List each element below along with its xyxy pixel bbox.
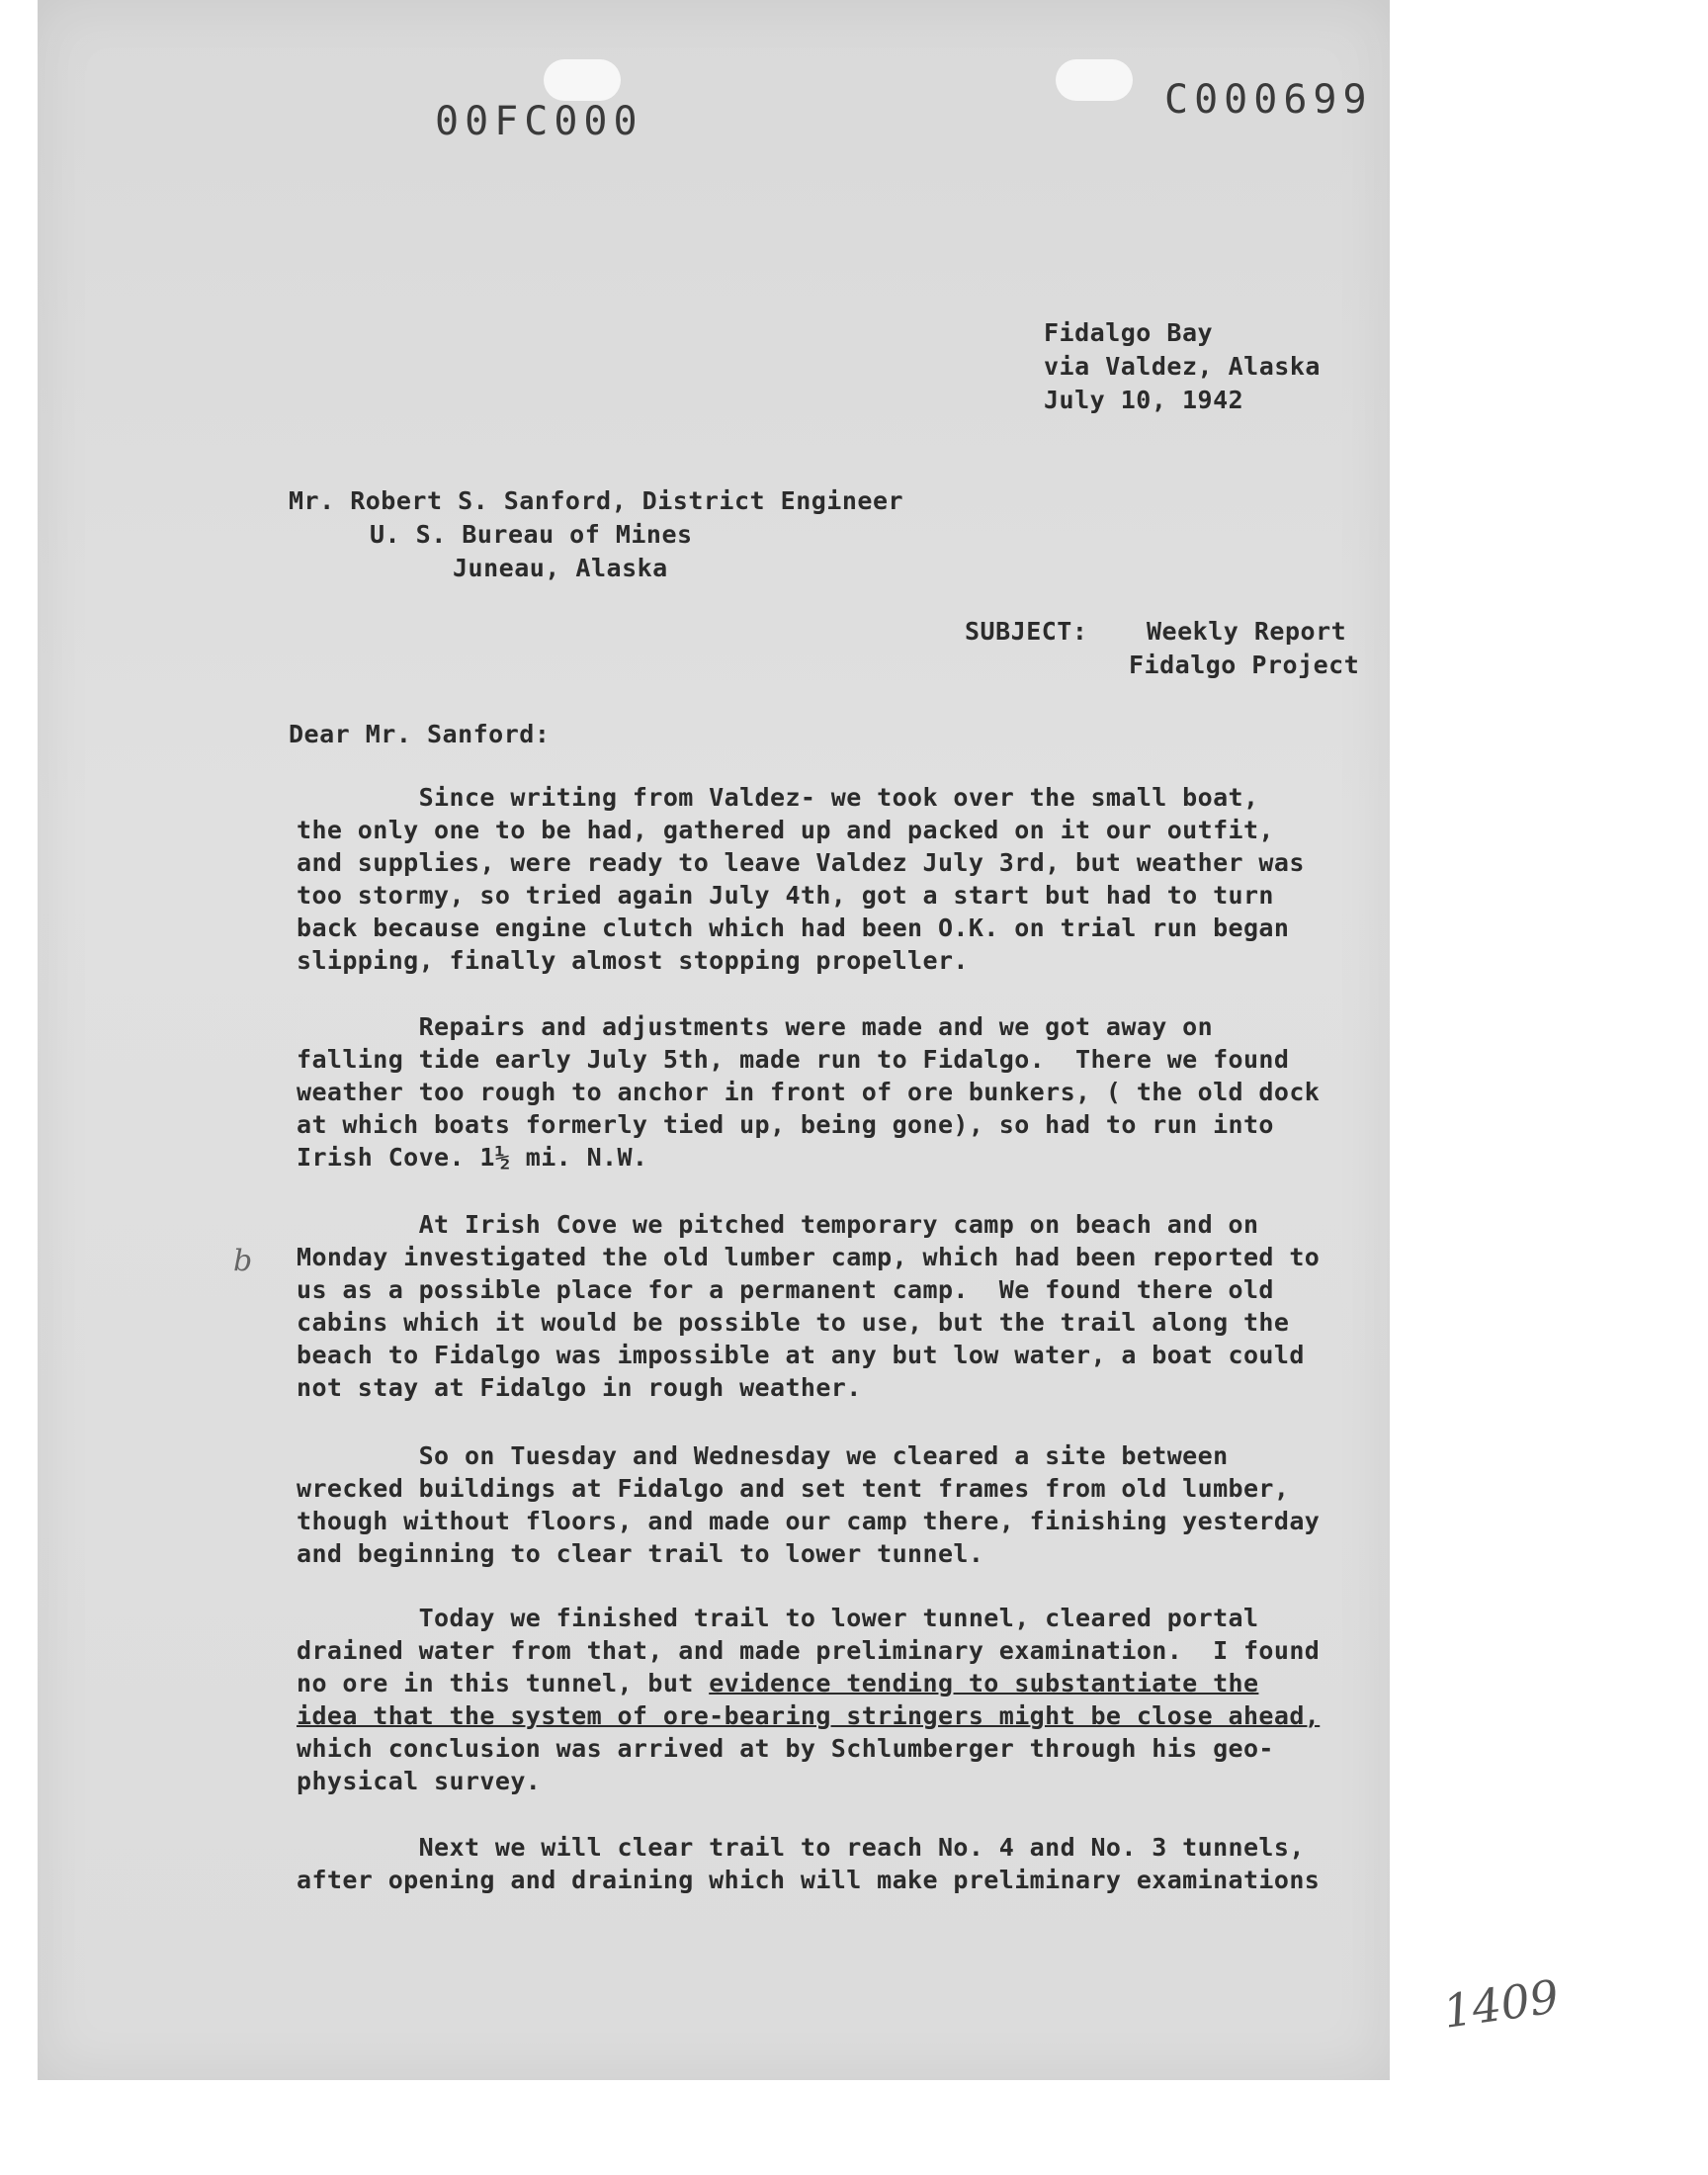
- subject-line-2: Fidalgo Project: [1129, 651, 1360, 679]
- paragraph-line: slipping, finally almost stopping propeller.: [297, 946, 969, 975]
- salutation: Dear Mr. Sanford:: [289, 720, 551, 748]
- handwritten-page-number: 1409: [1439, 1969, 1563, 2039]
- letter-date: July 10, 1942: [1044, 386, 1244, 414]
- paragraph-line: after opening and draining which will make preliminary examinations: [297, 1866, 1321, 1894]
- paragraph-line-start: no ore in this tunnel, but: [297, 1669, 710, 1697]
- stamp-number-left: 00FC000: [435, 99, 643, 144]
- paragraph-5: [297, 1602, 1423, 1797]
- paragraph-line: and supplies, were ready to leave Valdez July 3rd, but weather was: [297, 848, 1305, 877]
- paragraph-line: falling tide early July 5th, made run to Fidalgo. There we found: [297, 1045, 1290, 1074]
- stamp-number-right: C000699: [1164, 77, 1373, 123]
- paragraph-6: [297, 1831, 1423, 1896]
- paragraph-line: Irish Cove. 1½ mi. N.W.: [297, 1143, 648, 1172]
- subject-line-1: Weekly Report: [1147, 617, 1347, 646]
- address-line-2: via Valdez, Alaska: [1044, 352, 1321, 381]
- paragraph-line: So on Tuesday and Wednesday we cleared a site between: [297, 1441, 1229, 1470]
- paragraph-line: [297, 1667, 1423, 1699]
- paragraph-line: Repairs and adjustments were made and we got away on: [297, 1012, 1214, 1041]
- punch-hole: [1056, 59, 1133, 101]
- paragraph-line: too stormy, so tried again July 4th, got a start but had to turn: [297, 881, 1274, 910]
- paragraph-line: back because engine clutch which had been O.K. on trial run began: [297, 914, 1290, 942]
- paragraph-line: and beginning to clear trail to lower tunnel.: [297, 1539, 984, 1568]
- recipient-line-2: U. S. Bureau of Mines: [370, 520, 693, 549]
- paragraph-line: at which boats formerly tied up, being gone), so had to run into: [297, 1110, 1274, 1139]
- margin-tick-mark: b: [233, 1244, 253, 1278]
- paragraph-line: Next we will clear trail to reach No. 4 and No. 3 tunnels,: [297, 1833, 1305, 1862]
- paragraph-3: [297, 1208, 1423, 1404]
- paragraph-line: Monday investigated the old lumber camp, which had been reported to: [297, 1243, 1321, 1271]
- paragraph-line: wrecked buildings at Fidalgo and set tent frames from old lumber,: [297, 1474, 1290, 1503]
- paragraph-line: physical survey.: [297, 1767, 542, 1795]
- punch-hole: [544, 59, 621, 101]
- paragraph-line: beach to Fidalgo was impossible at any but low water, a boat could: [297, 1341, 1305, 1369]
- underlined-phrase: evidence tending to substantiate the: [709, 1669, 1259, 1697]
- paragraph-line: us as a possible place for a permanent camp. We found there old: [297, 1275, 1274, 1304]
- paragraph-line: which conclusion was arrived at by Schlumberger through his geo-: [297, 1734, 1274, 1763]
- recipient-line-1: Mr. Robert S. Sanford, District Engineer: [289, 486, 904, 515]
- paragraph-line: drained water from that, and made preliminary examination. I found: [297, 1636, 1321, 1665]
- paragraph-line: though without floors, and made our camp there, finishing yesterday: [297, 1507, 1321, 1535]
- address-line-1: Fidalgo Bay: [1044, 318, 1214, 347]
- paragraph-4: [297, 1439, 1423, 1570]
- subject-label: SUBJECT:: [965, 617, 1088, 646]
- paragraph-line: At Irish Cove we pitched temporary camp on beach and on: [297, 1210, 1259, 1239]
- underlined-line: idea that the system of ore-bearing stringers might be close ahead,: [297, 1701, 1321, 1730]
- recipient-line-3: Juneau, Alaska: [453, 554, 668, 582]
- paragraph-line: Today we finished trail to lower tunnel, cleared portal: [297, 1604, 1259, 1632]
- paragraph-line: the only one to be had, gathered up and packed on it our outfit,: [297, 816, 1274, 844]
- paragraph-1: [297, 781, 1423, 977]
- paragraph-2: [297, 1010, 1423, 1174]
- paragraph-line: not stay at Fidalgo in rough weather.: [297, 1373, 862, 1402]
- paragraph-line: cabins which it would be possible to use, but the trail along the: [297, 1308, 1290, 1337]
- paragraph-line: Since writing from Valdez- we took over the small boat,: [297, 783, 1259, 812]
- paragraph-line: weather too rough to anchor in front of ore bunkers, ( the old dock: [297, 1078, 1321, 1106]
